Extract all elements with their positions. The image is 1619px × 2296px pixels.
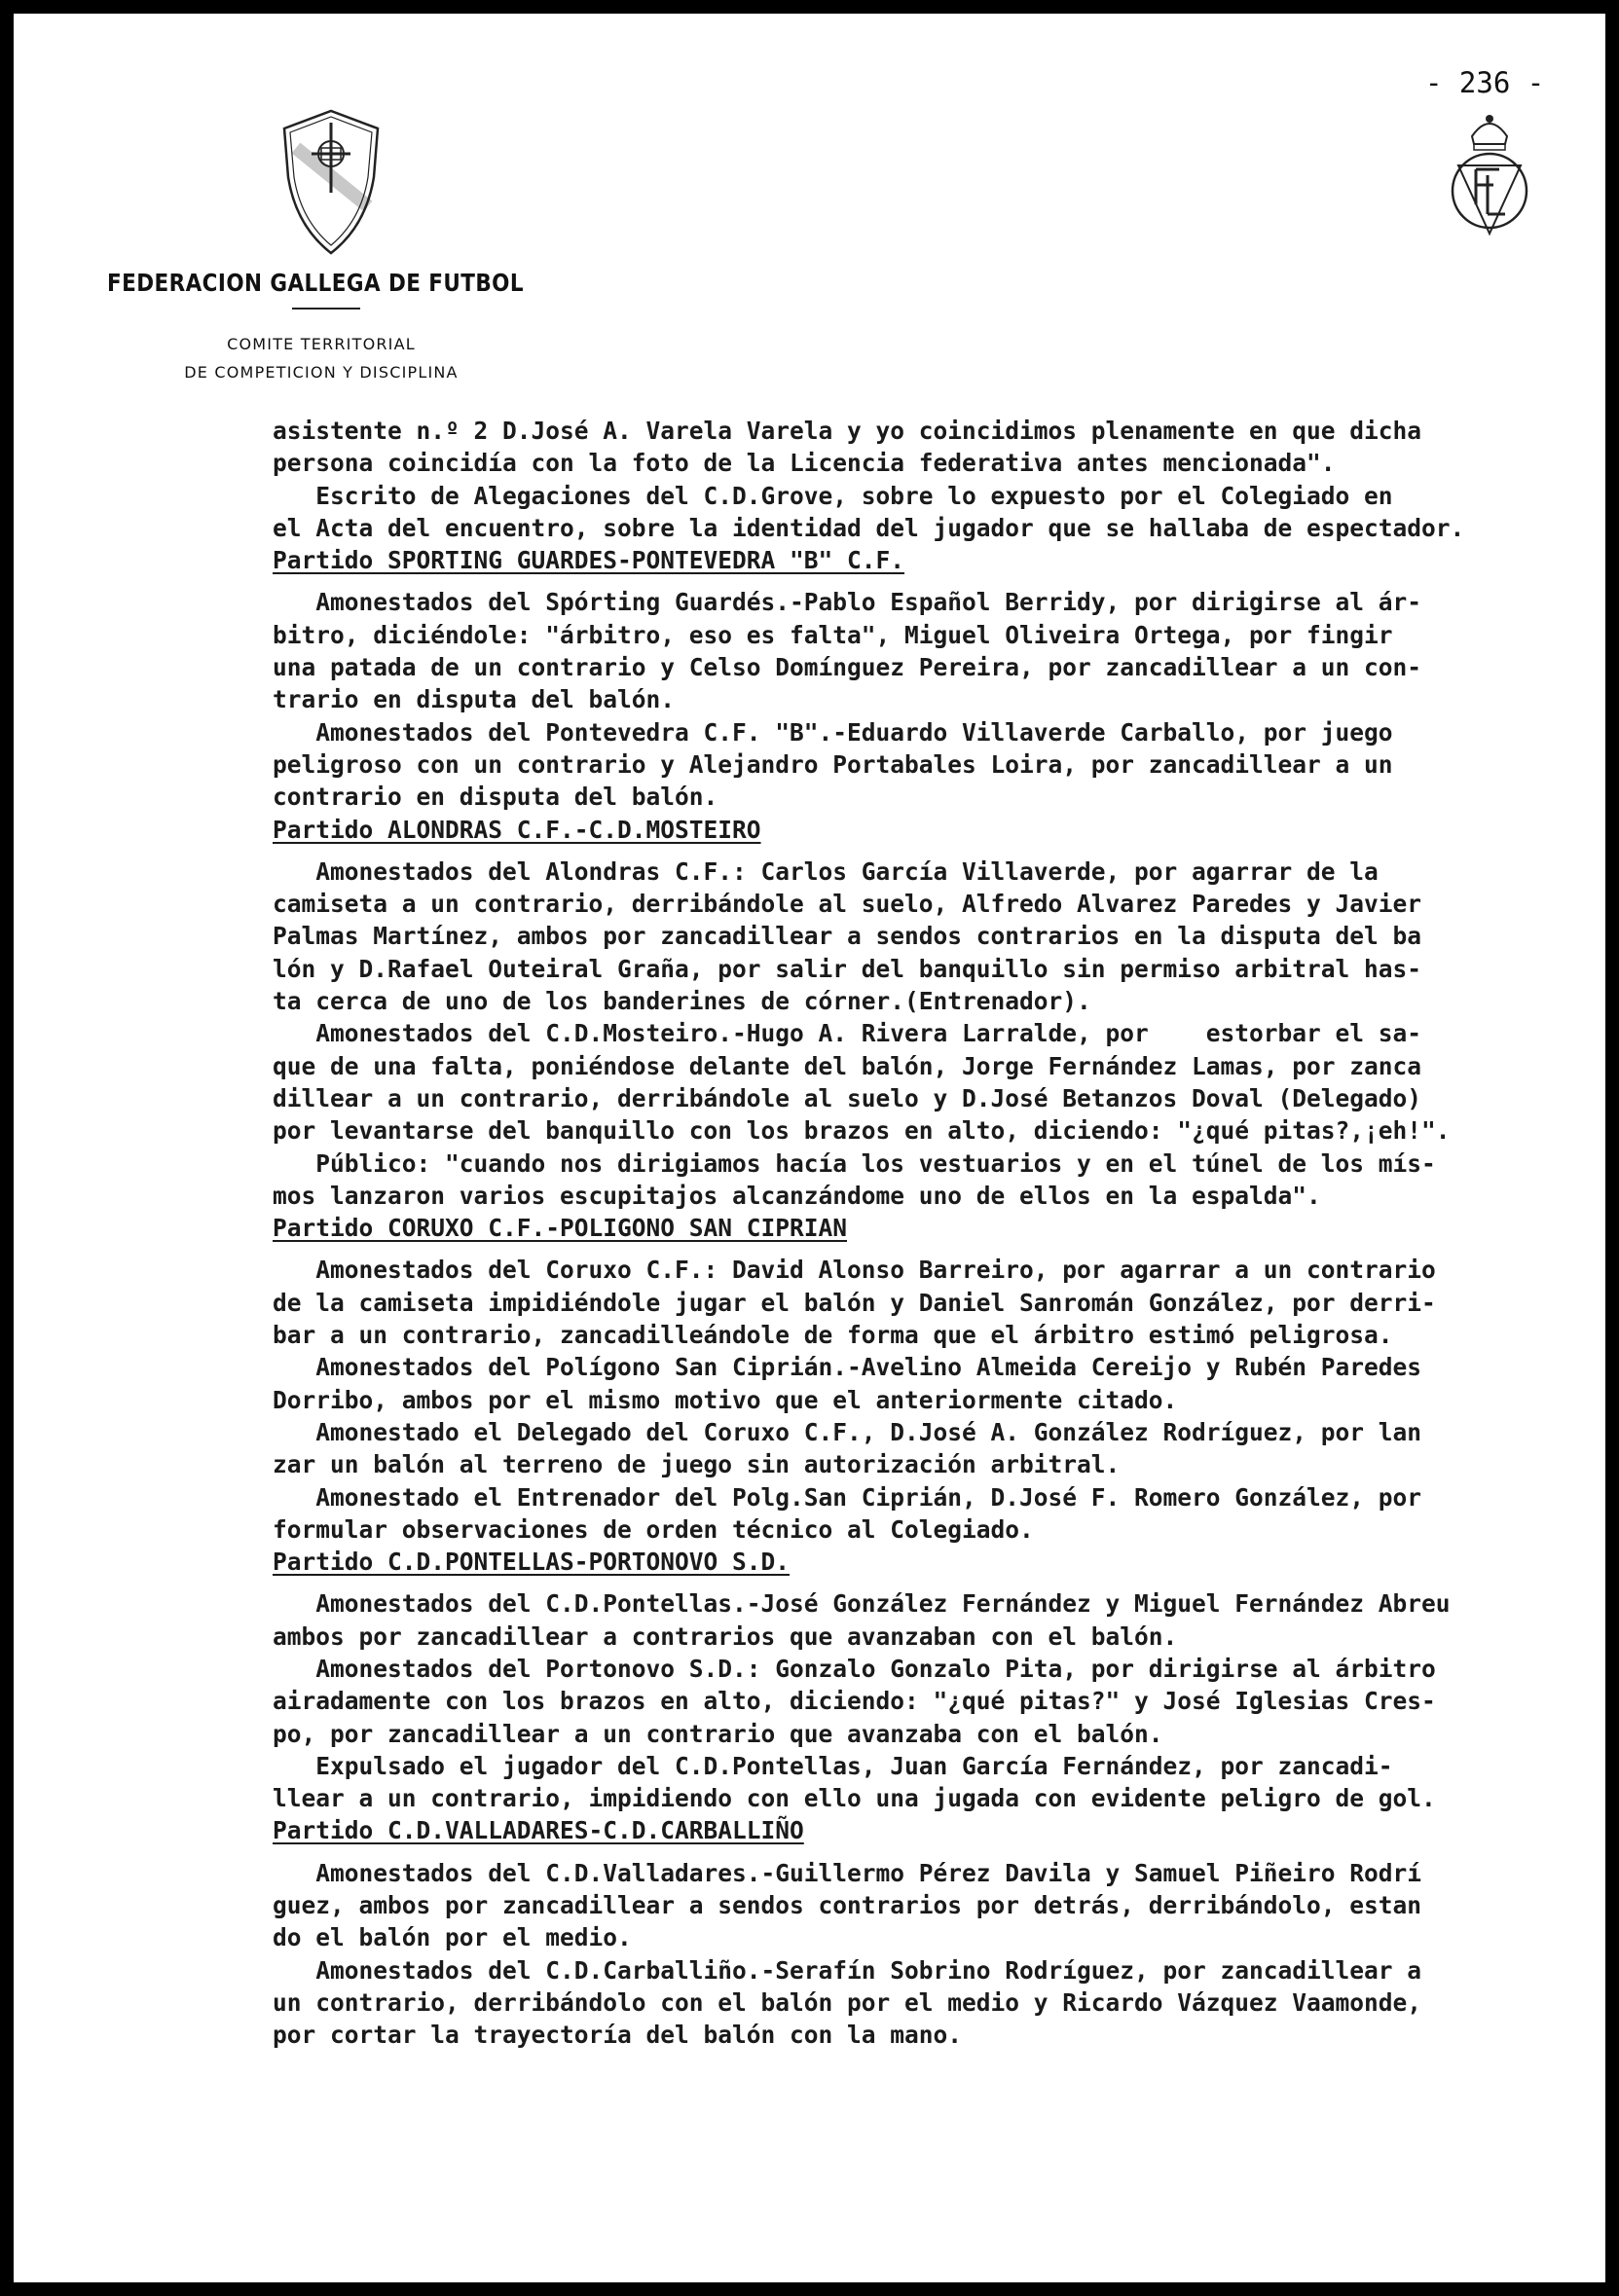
text-line: contrario en disputa del balón.	[273, 783, 718, 812]
text-line: ta cerca de uno de los banderines de córner.(Entrenador).	[273, 987, 1091, 1016]
text-line: el Acta del encuentro, sobre la identidad del jugador que se hallaba de espectador.	[273, 513, 1465, 542]
text-line: Expulsado el jugador del C.D.Pontellas, Juan García Fernández, por zancadi-	[273, 1751, 1393, 1780]
text-line: que de una falta, poniéndose delante del balón, Jorge Fernández Lamas, por zanca	[273, 1051, 1422, 1080]
text-line: Dorribo, ambos por el mismo motivo que el anteriormente citado.	[273, 1385, 1178, 1414]
text-line: Amonestados del Polígono San Ciprián.-Avelino Almeida Cereijo y Rubén Paredes	[273, 1353, 1422, 1382]
text-line: Amonestados del Alondras C.F.: Carlos García Villaverde, por agarrar de la	[273, 856, 1379, 886]
text-line: bitro, diciéndole: "árbitro, eso es falta", Miguel Oliveira Ortega, por fingir	[273, 620, 1393, 649]
text-line: de la camiseta impidiéndole jugar el balón y Daniel Sanromán González, por derri-	[273, 1288, 1436, 1317]
text-line: por cortar la trayectoría del balón con la mano.	[273, 2021, 963, 2050]
text-line: Amonestados del C.D.Valladares.-Guillermo Pérez Davila y Samuel Piñeiro Rodrí	[273, 1858, 1422, 1887]
document-page	[14, 14, 1605, 2282]
text-line: Palmas Martínez, ambos por zancadillear a sendos contrarios en la disputa del ba	[273, 922, 1422, 951]
text-line: Amonestados del C.D.Mosteiro.-Hugo A. Rivera Larralde, por estorbar el sa-	[273, 1019, 1422, 1048]
match-heading: Partido C.D.PONTELLAS-PORTONOVO S.D.	[273, 1548, 791, 1577]
text-line: llear a un contrario, impidiendo con ello una jugada con evidente peligro de gol.	[273, 1784, 1436, 1813]
text-line: guez, ambos por zancadillear a sendos contrarios por detrás, derribándolo, estan	[273, 1891, 1422, 1920]
text-line: formular observaciones de orden técnico al Colegiado.	[273, 1514, 1034, 1544]
federation-shield-icon	[278, 109, 384, 255]
match-section	[273, 1212, 1597, 1546]
text-line: Escrito de Alegaciones del C.D.Grove, sobre lo expuesto por el Colegiado en	[273, 481, 1393, 510]
text-line: persona coincidía con la foto de la Licencia federativa antes mencionada".	[273, 449, 1336, 478]
committee-name-line-1: COMITE TERRITORIAL	[227, 335, 416, 353]
text-line: Público: "cuando nos dirigiamos hacía los vestuarios y en el túnel de los mís-	[273, 1148, 1436, 1178]
text-line: ambos por zancadillear a contrarios que avanzaban con el balón.	[273, 1622, 1178, 1651]
match-section	[273, 1546, 1597, 1814]
match-section	[273, 544, 1597, 813]
text-line: lón y D.Rafael Outeiral Graña, por salir del banquillo sin permiso arbitral has-	[273, 954, 1422, 983]
match-heading: Partido ALONDRAS C.F.-C.D.MOSTEIRO	[273, 815, 761, 844]
committee-name-line-2: DE COMPETICION Y DISCIPLINA	[184, 363, 459, 382]
text-line: Amonestados del C.D.Carballiño.-Serafín Sobrino Rodríguez, por zancadillear a	[273, 1955, 1422, 1985]
text-line: por levantarse del banquillo con los brazos en alto, diciendo: "¿qué pitas?,¡eh!".	[273, 1116, 1451, 1146]
text-line: camiseta a un contrario, derribándole al suelo, Alfredo Alvarez Paredes y Javier	[273, 890, 1422, 919]
text-line: bar a un contrario, zancadilleándole de forma que el árbitro estimó peligrosa.	[273, 1321, 1393, 1350]
text-line: Amonestado el Entrenador del Polg.San Ciprián, D.José F. Romero González, por	[273, 1482, 1422, 1512]
text-line: Amonestados del Coruxo C.F.: David Alonso Barreiro, por agarrar a un contrario	[273, 1256, 1436, 1285]
text-line: asistente n.º 2 D.José A. Varela Varela y yo coincidimos plenamente en que dicha	[273, 417, 1422, 445]
intro-paragraph	[273, 415, 1597, 544]
document-body	[273, 415, 1597, 2052]
text-line: trario en disputa del balón.	[273, 685, 676, 714]
match-section	[273, 1814, 1597, 2051]
match-heading: Partido C.D.VALLADARES-C.D.CARBALLIÑO	[273, 1816, 804, 1845]
letterhead-divider	[292, 308, 360, 310]
text-line: un contrario, derribándolo con el balón por el medio y Ricardo Vázquez Vaamonde,	[273, 1987, 1422, 2017]
text-line: Amonestados del C.D.Pontellas.-José González Fernández y Miguel Fernández Abreu	[273, 1589, 1451, 1619]
match-heading: Partido SPORTING GUARDES-PONTEVEDRA "B" C.F.	[273, 546, 905, 575]
text-line: dillear a un contrario, derribándole al suelo y D.José Betanzos Doval (Delegado)	[273, 1083, 1422, 1112]
text-line: zar un balón al terreno de juego sin autorización arbitral.	[273, 1450, 1121, 1479]
text-line: Amonestado el Delegado del Coruxo C.F., D.José A. González Rodríguez, por lan	[273, 1417, 1422, 1446]
text-line: peligroso con un contrario y Alejandro Portabales Loira, por zancadillear a un	[273, 749, 1393, 779]
text-line: do el balón por el medio.	[273, 1923, 632, 1952]
page-number: - 236 -	[1425, 66, 1545, 99]
text-line: una patada de un contrario y Celso Domínguez Pereira, por zancadillear a un con-	[273, 653, 1422, 682]
match-heading: Partido CORUXO C.F.-POLIGONO SAN CIPRIAN	[273, 1214, 848, 1243]
text-line: Amonestados del Pontevedra C.F. "B".-Eduardo Villaverde Carballo, por juego	[273, 717, 1393, 747]
text-line: Amonestados del Portonovo S.D.: Gonzalo Gonzalo Pita, por dirigirse al árbitro	[273, 1654, 1436, 1683]
text-line: mos lanzaron varios escupitajos alcanzándome uno de ellos en la espalda".	[273, 1181, 1321, 1210]
match-section	[273, 814, 1597, 1213]
text-line: Amonestados del Spórting Guardés.-Pablo Español Berridy, por dirigirse al ár-	[273, 588, 1422, 617]
text-line: airadamente con los brazos en alto, diciendo: "¿qué pitas?" y José Iglesias Cres-	[273, 1687, 1436, 1716]
text-line: po, por zancadillear a un contrario que avanzaba con el balón.	[273, 1719, 1163, 1748]
spanish-federation-crest-icon	[1445, 107, 1534, 239]
organization-name: FEDERACION GALLEGA DE FUTBOL	[107, 269, 525, 297]
